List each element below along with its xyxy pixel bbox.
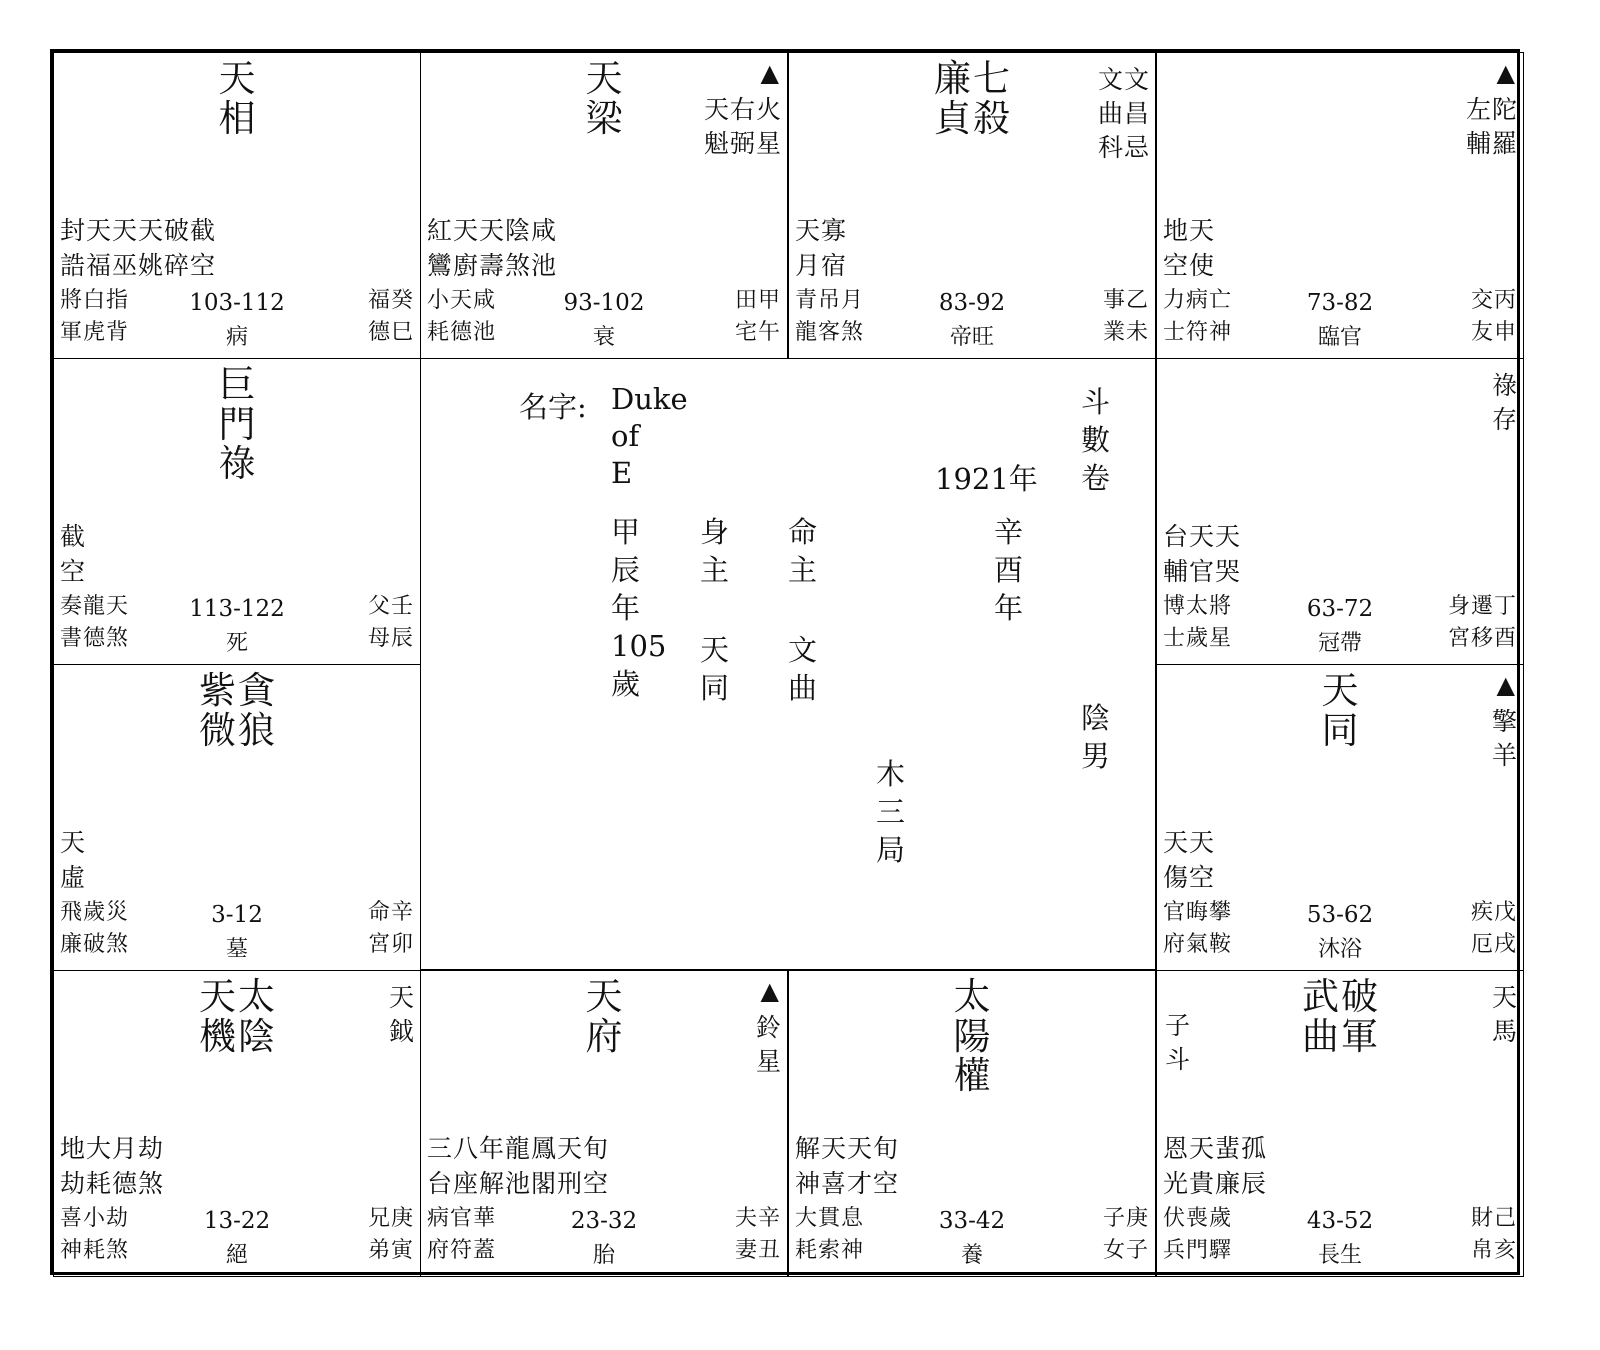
- palace-footer: [60, 896, 414, 964]
- main-star: 巨 門 祿: [218, 363, 256, 486]
- gods-row-2: 士符神: [1163, 320, 1233, 345]
- gods-row-1: 博太將: [1163, 594, 1233, 619]
- gods-row-1: 小天咸: [427, 288, 497, 313]
- minor-stars: [427, 1131, 609, 1201]
- minor-stars: [795, 213, 847, 283]
- life-stage: 衰: [592, 325, 615, 350]
- palace-zi: [788, 970, 1156, 1277]
- palace-name-2: 帛亥: [1470, 1238, 1517, 1263]
- life-stage: 墓: [225, 937, 248, 962]
- main-star: 天 機: [199, 975, 236, 1058]
- palace-footer: [427, 284, 781, 352]
- palace-name-1: 身遷丁: [1447, 594, 1517, 619]
- main-stars: [586, 977, 623, 1056]
- palace-shen: [1156, 52, 1524, 359]
- main-stars: [1302, 977, 1378, 1056]
- life-stage: 病: [225, 325, 248, 350]
- gods-row-2: 府符蓋: [427, 1238, 497, 1263]
- palace-name-2: 德巳: [367, 320, 414, 345]
- main-stars: [954, 977, 991, 1096]
- palace-footer: [60, 284, 414, 352]
- secondary-star: 火 星: [755, 95, 781, 158]
- life-stage: 絕: [225, 1243, 248, 1268]
- gods-row-1: 伏喪歲: [1163, 1206, 1233, 1231]
- gods-row-1: 飛歲災: [60, 900, 130, 925]
- palace-name-1: 交丙: [1470, 288, 1517, 313]
- palace-footer: [795, 284, 1149, 352]
- age-unit: 歲: [611, 667, 641, 701]
- palace-wu: [420, 52, 788, 359]
- main-stars: [219, 365, 256, 484]
- palace-footer: [60, 590, 414, 658]
- palace-name-1: 兄庚: [367, 1206, 414, 1231]
- gods-row-1: 官晦攀: [1163, 900, 1233, 925]
- secondary-star: 祿 存: [1491, 371, 1517, 434]
- secondary-star: 天 魁: [703, 95, 729, 158]
- gods-row-1: 青吊月: [795, 288, 865, 313]
- palace-name-1: 福癸: [367, 288, 414, 313]
- secondary-stars: [704, 93, 781, 161]
- minor-star-row: 解天天旬: [795, 1134, 900, 1163]
- main-star: 天 梁: [585, 57, 623, 140]
- life-master-label: 命 主: [788, 515, 818, 587]
- palace-footer: [1163, 284, 1517, 352]
- palace-name-2: 厄戌: [1470, 932, 1517, 957]
- life-stage: 臨官: [1317, 325, 1362, 350]
- palace-name-2: 母辰: [367, 626, 414, 651]
- ziwei-chart: [50, 49, 1520, 1275]
- main-stars: [199, 671, 275, 750]
- secondary-stars: [1492, 705, 1517, 773]
- secondary-star: 文 曲 科: [1097, 65, 1123, 162]
- minor-stars: [1163, 519, 1241, 589]
- life-stage: 冠帶: [1317, 631, 1362, 656]
- name-value: [611, 381, 688, 492]
- gods-row-2: 耗德池: [427, 320, 497, 345]
- age-range: 43-52: [1306, 1208, 1374, 1234]
- gods-row-2: 書德煞: [60, 626, 130, 651]
- body-master: 天 同: [700, 633, 730, 705]
- gods-row-2: 廉破煞: [60, 932, 130, 957]
- main-star: 武 曲: [1302, 975, 1339, 1058]
- minor-star-row: 天寡: [795, 216, 848, 245]
- age-range: 93-102: [563, 290, 645, 316]
- palace-footer: [1163, 1202, 1517, 1270]
- five-element-bureau: 木 三 局: [876, 757, 906, 867]
- minor-star-row: 台天天: [1163, 522, 1242, 551]
- minor-stars: [60, 825, 86, 895]
- yin-yang-gender: 陰 男: [1081, 701, 1111, 773]
- minor-star-row: 空: [60, 557, 87, 586]
- gods-row-1: 病官華: [427, 1206, 497, 1231]
- minor-star-row: 空使: [1163, 251, 1216, 280]
- secondary-star: 擎 羊: [1491, 707, 1517, 770]
- palace-name-1: 疾戊: [1470, 900, 1517, 925]
- main-star: 天 相: [218, 57, 256, 140]
- secondary-stars: [1492, 369, 1517, 437]
- palace-mao: [53, 664, 421, 971]
- minor-star-row: 天天: [1163, 828, 1216, 857]
- name-word: E: [611, 456, 633, 490]
- secondary-star: 天 鉞: [388, 983, 414, 1046]
- secondary-stars: [756, 1011, 781, 1079]
- gods-row-2: 兵門驛: [1163, 1238, 1233, 1263]
- main-star: 破 軍: [1341, 975, 1378, 1058]
- age-range: 23-32: [570, 1208, 638, 1234]
- main-star: 天 同: [1321, 669, 1359, 752]
- age-range: 83-92: [938, 290, 1006, 316]
- life-stage: 養: [960, 1243, 983, 1268]
- age-range: 103-112: [189, 290, 285, 316]
- palace-yin: [53, 970, 421, 1277]
- main-stars: [199, 977, 275, 1056]
- age-range: 73-82: [1306, 290, 1374, 316]
- minor-star-row: 台座解池閣刑空: [427, 1169, 610, 1198]
- minor-stars: [795, 1131, 899, 1201]
- palace-wei: [788, 52, 1156, 359]
- life-stage: 死: [225, 631, 248, 656]
- minor-star-row: 三八年龍鳳天旬: [427, 1134, 610, 1163]
- palace-name-1: 事乙: [1102, 288, 1149, 313]
- minor-star-row: 恩天蜚孤: [1163, 1134, 1268, 1163]
- minor-stars: [60, 1131, 164, 1201]
- main-stars: [934, 59, 1010, 138]
- age-range: 53-62: [1306, 902, 1374, 928]
- secondary-stars: [1492, 981, 1517, 1049]
- palace-chou: [420, 970, 788, 1277]
- body-master-label: 身 主: [700, 515, 730, 587]
- minor-star-row: 光貴廉辰: [1163, 1169, 1268, 1198]
- name-word: of: [611, 419, 640, 453]
- minor-stars: [1163, 825, 1215, 895]
- main-star: 太 陽 權: [953, 975, 991, 1098]
- palace-chen: [53, 358, 421, 665]
- gods-row-1: 大貫息: [795, 1206, 865, 1231]
- main-star: 太 陰: [238, 975, 275, 1058]
- main-star: 紫 微: [199, 669, 236, 752]
- palace-name-1: 財己: [1470, 1206, 1517, 1231]
- palace-name-1: 田甲: [734, 288, 781, 313]
- life-stage: 沐浴: [1317, 937, 1362, 962]
- birth-year: 1921年: [935, 462, 1038, 496]
- palace-si: [53, 52, 421, 359]
- minor-stars: [1163, 213, 1215, 283]
- main-star: 七 殺: [973, 57, 1010, 140]
- gods-row-2: 府氣鞍: [1163, 932, 1233, 957]
- secondary-star: 天 馬: [1491, 983, 1517, 1046]
- secondary-star: 文 昌 忌: [1123, 65, 1149, 162]
- palace-name-2: 妻丑: [734, 1238, 781, 1263]
- minor-stars: [60, 519, 86, 589]
- main-star: 廉 貞: [934, 57, 971, 140]
- palace-name-2: 弟寅: [367, 1238, 414, 1263]
- center-panel: [420, 358, 1156, 970]
- minor-star-row: 虛: [60, 863, 87, 892]
- palace-name-1: 夫辛: [734, 1206, 781, 1231]
- gods-row-2: 神耗煞: [60, 1238, 130, 1263]
- palace-name-1: 父壬: [367, 594, 414, 619]
- secondary-star: 左 輔: [1465, 95, 1491, 158]
- main-stars: [586, 59, 623, 138]
- gods-row-1: 奏龍天: [60, 594, 130, 619]
- palace-footer: [795, 1202, 1149, 1270]
- minor-star-row: 傷空: [1163, 863, 1216, 892]
- gods-row-1: 將白指: [60, 288, 130, 313]
- secondary-stars: [1466, 93, 1517, 161]
- secondary-stars: [389, 981, 414, 1049]
- lunar-year: 辛 酉 年: [994, 515, 1024, 625]
- main-star: 天 府: [585, 975, 623, 1058]
- palace-footer: [60, 1202, 414, 1270]
- palace-name-1: 子庚: [1102, 1206, 1149, 1231]
- minor-stars: [427, 213, 557, 283]
- life-stage: 長生: [1317, 1243, 1362, 1268]
- minor-star-row: 神喜才空: [795, 1169, 900, 1198]
- name-word: Duke: [611, 382, 688, 416]
- minor-star-row: 地大月劫: [60, 1134, 165, 1163]
- palace-name-2: 業未: [1102, 320, 1149, 345]
- minor-star-row: 輔官哭: [1163, 557, 1242, 586]
- age-value: 105: [611, 629, 667, 663]
- palace-name-2: 宮移酉: [1447, 626, 1517, 651]
- palace-name-1: 命辛: [367, 900, 414, 925]
- gods-row-2: 龍客煞: [795, 320, 865, 345]
- minor-star-row: 地天: [1163, 216, 1216, 245]
- age-range: 113-122: [189, 596, 285, 622]
- left-star: 子 斗: [1165, 1011, 1191, 1074]
- secondary-stars: [1098, 63, 1149, 164]
- gods-row-2: 軍虎背: [60, 320, 130, 345]
- main-stars: [1322, 671, 1359, 750]
- minor-star-row: 誥福巫姚碎空: [60, 251, 217, 280]
- palace-footer: [1163, 896, 1517, 964]
- secondary-star: 右 弼: [729, 95, 755, 158]
- main-stars: [219, 59, 256, 138]
- minor-star-row: 月宿: [795, 251, 848, 280]
- palace-xu: [1156, 664, 1524, 971]
- triangle-marker: ▲: [760, 977, 779, 1005]
- minor-star-row: 天: [60, 828, 87, 857]
- minor-star-row: 封天天天破截: [60, 216, 217, 245]
- age-range: 13-22: [203, 1208, 271, 1234]
- age-range: 63-72: [1306, 596, 1374, 622]
- palace-hai: [1156, 970, 1524, 1277]
- main-star: 貪 狼: [238, 669, 275, 752]
- gods-row-1: 力病亡: [1163, 288, 1233, 313]
- age-range: 3-12: [211, 902, 263, 928]
- life-stage: 帝旺: [949, 325, 994, 350]
- current-year: 甲 辰 年 105 歲: [611, 515, 667, 701]
- minor-stars: [60, 213, 216, 283]
- gods-row-2: 士歲星: [1163, 626, 1233, 651]
- gods-row-1: 喜小劫: [60, 1206, 130, 1231]
- secondary-star: 鈴 星: [755, 1013, 781, 1076]
- minor-star-row: 鸞廚壽煞池: [427, 251, 558, 280]
- minor-star-row: 截: [60, 522, 87, 551]
- life-master: 文 曲: [788, 633, 818, 705]
- age-range: 33-42: [938, 1208, 1006, 1234]
- palace-footer: [1163, 590, 1517, 658]
- chart-title: 斗 數 卷: [1081, 385, 1111, 495]
- palace-you: [1156, 358, 1524, 665]
- palace-name-2: 宮卯: [367, 932, 414, 957]
- palace-name-2: 宅午: [734, 320, 781, 345]
- palace-footer: [427, 1202, 781, 1270]
- triangle-marker: ▲: [1496, 59, 1515, 87]
- palace-name-2: 女子: [1102, 1238, 1149, 1263]
- minor-stars: [1163, 1131, 1267, 1201]
- left-stars: [1165, 1009, 1190, 1077]
- palace-name-2: 友申: [1470, 320, 1517, 345]
- gods-row-2: 耗索神: [795, 1238, 865, 1263]
- life-stage: 胎: [592, 1243, 615, 1268]
- minor-star-row: 紅天天陰咸: [427, 216, 558, 245]
- secondary-star: 陀 羅: [1491, 95, 1517, 158]
- minor-star-row: 劫耗德煞: [60, 1169, 165, 1198]
- triangle-marker: ▲: [1496, 671, 1515, 699]
- name-label: 名字:: [519, 390, 587, 424]
- triangle-marker: ▲: [760, 59, 779, 87]
